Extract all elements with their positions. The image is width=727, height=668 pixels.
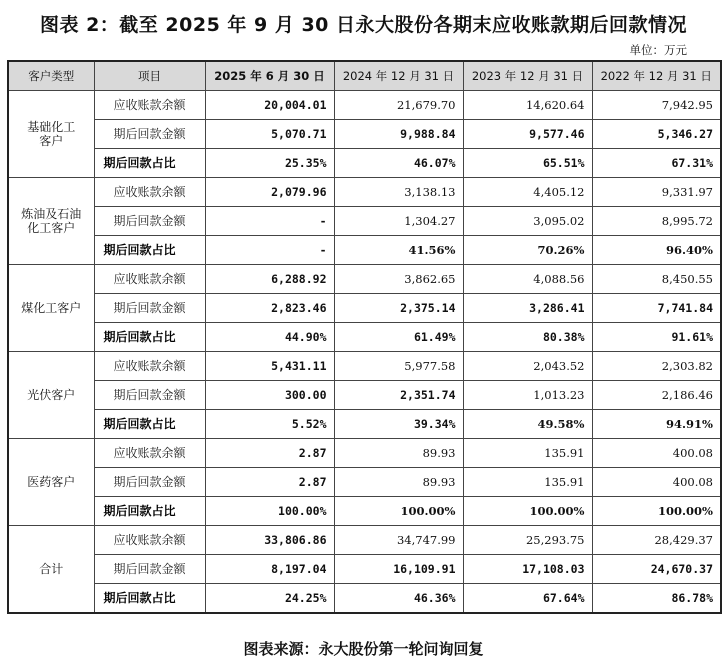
value-cell-collected-2024: 9,988.84 xyxy=(334,120,463,149)
value-cell-collected-2023: 17,108.03 xyxy=(463,555,592,584)
receivables-table xyxy=(7,60,722,614)
header-period-2023: 2023 年 12 月 31 日 xyxy=(463,61,592,91)
value-cell-balance-2025: 2.87 xyxy=(205,439,334,468)
value-cell-ratio-2022: 91.61% xyxy=(592,323,721,352)
header-period-2025: 2025 年 6 月 30 日 xyxy=(205,61,334,91)
table-row xyxy=(8,294,721,323)
table-row xyxy=(8,468,721,497)
value-cell-ratio-2025: 24.25% xyxy=(205,584,334,614)
value-cell-balance-2022: 2,303.82 xyxy=(592,352,721,381)
item-label-collected: 期后回款金额 xyxy=(94,120,205,149)
value-cell-balance-2023: 14,620.64 xyxy=(463,91,592,120)
item-label-balance: 应收账款余额 xyxy=(94,91,205,120)
item-label-collected: 期后回款金额 xyxy=(94,555,205,584)
value-cell-balance-2025: 6,288.92 xyxy=(205,265,334,294)
value-cell-balance-2023: 25,293.75 xyxy=(463,526,592,555)
item-label-balance: 应收账款余额 xyxy=(94,439,205,468)
value-cell-balance-2023: 135.91 xyxy=(463,439,592,468)
customer-type-cell: 光伏客户 xyxy=(8,352,94,439)
customer-type-cell: 基础化工 客户 xyxy=(8,91,94,178)
value-cell-collected-2022: 7,741.84 xyxy=(592,294,721,323)
item-label-balance: 应收账款余额 xyxy=(94,352,205,381)
value-cell-balance-2022: 8,450.55 xyxy=(592,265,721,294)
value-cell-collected-2022: 400.08 xyxy=(592,468,721,497)
item-label-collected: 期后回款金额 xyxy=(94,294,205,323)
value-cell-collected-2023: 9,577.46 xyxy=(463,120,592,149)
table-row xyxy=(8,555,721,584)
item-label-ratio: 期后回款占比 xyxy=(94,410,205,439)
value-cell-balance-2022: 9,331.97 xyxy=(592,178,721,207)
table-header-row xyxy=(8,61,721,91)
value-cell-collected-2025: 2,823.46 xyxy=(205,294,334,323)
value-cell-collected-2025: - xyxy=(205,207,334,236)
header-customer-type: 客户类型 xyxy=(8,61,94,91)
item-label-collected: 期后回款金额 xyxy=(94,381,205,410)
value-cell-collected-2025: 5,070.71 xyxy=(205,120,334,149)
value-cell-ratio-2023: 80.38% xyxy=(463,323,592,352)
value-cell-collected-2023: 135.91 xyxy=(463,468,592,497)
value-cell-ratio-2025: 5.52% xyxy=(205,410,334,439)
value-cell-balance-2025: 2,079.96 xyxy=(205,178,334,207)
value-cell-balance-2024: 3,138.13 xyxy=(334,178,463,207)
value-cell-balance-2025: 20,004.01 xyxy=(205,91,334,120)
value-cell-collected-2022: 2,186.46 xyxy=(592,381,721,410)
value-cell-ratio-2024: 46.36% xyxy=(334,584,463,614)
value-cell-balance-2024: 34,747.99 xyxy=(334,526,463,555)
value-cell-collected-2024: 89.93 xyxy=(334,468,463,497)
value-cell-balance-2024: 89.93 xyxy=(334,439,463,468)
header-period-2022: 2022 年 12 月 31 日 xyxy=(592,61,721,91)
value-cell-balance-2025: 5,431.11 xyxy=(205,352,334,381)
customer-type-cell: 炼油及石油 化工客户 xyxy=(8,178,94,265)
value-cell-collected-2022: 5,346.27 xyxy=(592,120,721,149)
value-cell-collected-2023: 3,286.41 xyxy=(463,294,592,323)
value-cell-ratio-2024: 100.00% xyxy=(334,497,463,526)
value-cell-collected-2025: 300.00 xyxy=(205,381,334,410)
customer-type-cell: 煤化工客户 xyxy=(8,265,94,352)
value-cell-ratio-2025: - xyxy=(205,236,334,265)
table-row xyxy=(8,120,721,149)
value-cell-balance-2022: 7,942.95 xyxy=(592,91,721,120)
table-row xyxy=(8,410,721,439)
value-cell-ratio-2024: 61.49% xyxy=(334,323,463,352)
table-row xyxy=(8,381,721,410)
value-cell-ratio-2025: 100.00% xyxy=(205,497,334,526)
customer-type-cell: 医药客户 xyxy=(8,439,94,526)
value-cell-balance-2024: 3,862.65 xyxy=(334,265,463,294)
customer-type-cell: 合计 xyxy=(8,526,94,614)
value-cell-ratio-2022: 94.91% xyxy=(592,410,721,439)
value-cell-ratio-2024: 41.56% xyxy=(334,236,463,265)
value-cell-balance-2022: 28,429.37 xyxy=(592,526,721,555)
value-cell-collected-2025: 8,197.04 xyxy=(205,555,334,584)
value-cell-ratio-2024: 46.07% xyxy=(334,149,463,178)
item-label-balance: 应收账款余额 xyxy=(94,265,205,294)
item-label-ratio: 期后回款占比 xyxy=(94,497,205,526)
value-cell-ratio-2022: 86.78% xyxy=(592,584,721,614)
value-cell-ratio-2023: 65.51% xyxy=(463,149,592,178)
value-cell-ratio-2023: 49.58% xyxy=(463,410,592,439)
source-note: 图表来源：永大股份第一轮问询回复 xyxy=(243,640,484,658)
value-cell-balance-2023: 2,043.52 xyxy=(463,352,592,381)
value-cell-balance-2023: 4,088.56 xyxy=(463,265,592,294)
value-cell-ratio-2022: 96.40% xyxy=(592,236,721,265)
value-cell-ratio-2023: 100.00% xyxy=(463,497,592,526)
value-cell-balance-2023: 4,405.12 xyxy=(463,178,592,207)
table-row xyxy=(8,352,721,381)
value-cell-balance-2024: 21,679.70 xyxy=(334,91,463,120)
table-row xyxy=(8,439,721,468)
value-cell-balance-2025: 33,806.86 xyxy=(205,526,334,555)
table-row xyxy=(8,178,721,207)
value-cell-collected-2022: 24,670.37 xyxy=(592,555,721,584)
value-cell-collected-2025: 2.87 xyxy=(205,468,334,497)
table-title: 图表 2：截至 2025 年 9 月 30 日永大股份各期末应收账款期后回款情况 xyxy=(39,14,688,36)
value-cell-ratio-2023: 70.26% xyxy=(463,236,592,265)
value-cell-ratio-2022: 100.00% xyxy=(592,497,721,526)
table-row xyxy=(8,207,721,236)
table-row xyxy=(8,265,721,294)
table-row xyxy=(8,497,721,526)
item-label-ratio: 期后回款占比 xyxy=(94,584,205,614)
item-label-ratio: 期后回款占比 xyxy=(94,149,205,178)
header-period-2024: 2024 年 12 月 31 日 xyxy=(334,61,463,91)
table-row xyxy=(8,584,721,614)
table-row xyxy=(8,149,721,178)
unit-label: 单位：万元 xyxy=(629,43,687,57)
item-label-balance: 应收账款余额 xyxy=(94,526,205,555)
item-label-collected: 期后回款金额 xyxy=(94,468,205,497)
value-cell-collected-2023: 3,095.02 xyxy=(463,207,592,236)
table-row xyxy=(8,91,721,120)
item-label-ratio: 期后回款占比 xyxy=(94,236,205,265)
value-cell-collected-2024: 1,304.27 xyxy=(334,207,463,236)
value-cell-ratio-2025: 44.90% xyxy=(205,323,334,352)
table-row xyxy=(8,526,721,555)
value-cell-ratio-2022: 67.31% xyxy=(592,149,721,178)
value-cell-collected-2022: 8,995.72 xyxy=(592,207,721,236)
value-cell-balance-2022: 400.08 xyxy=(592,439,721,468)
item-label-collected: 期后回款金额 xyxy=(94,207,205,236)
value-cell-ratio-2024: 39.34% xyxy=(334,410,463,439)
value-cell-ratio-2025: 25.35% xyxy=(205,149,334,178)
value-cell-collected-2024: 2,375.14 xyxy=(334,294,463,323)
header-item: 项目 xyxy=(94,61,205,91)
item-label-ratio: 期后回款占比 xyxy=(94,323,205,352)
value-cell-balance-2024: 5,977.58 xyxy=(334,352,463,381)
value-cell-collected-2024: 2,351.74 xyxy=(334,381,463,410)
table-row xyxy=(8,323,721,352)
value-cell-collected-2024: 16,109.91 xyxy=(334,555,463,584)
table-row xyxy=(8,236,721,265)
value-cell-ratio-2023: 67.64% xyxy=(463,584,592,614)
item-label-balance: 应收账款余额 xyxy=(94,178,205,207)
value-cell-collected-2023: 1,013.23 xyxy=(463,381,592,410)
